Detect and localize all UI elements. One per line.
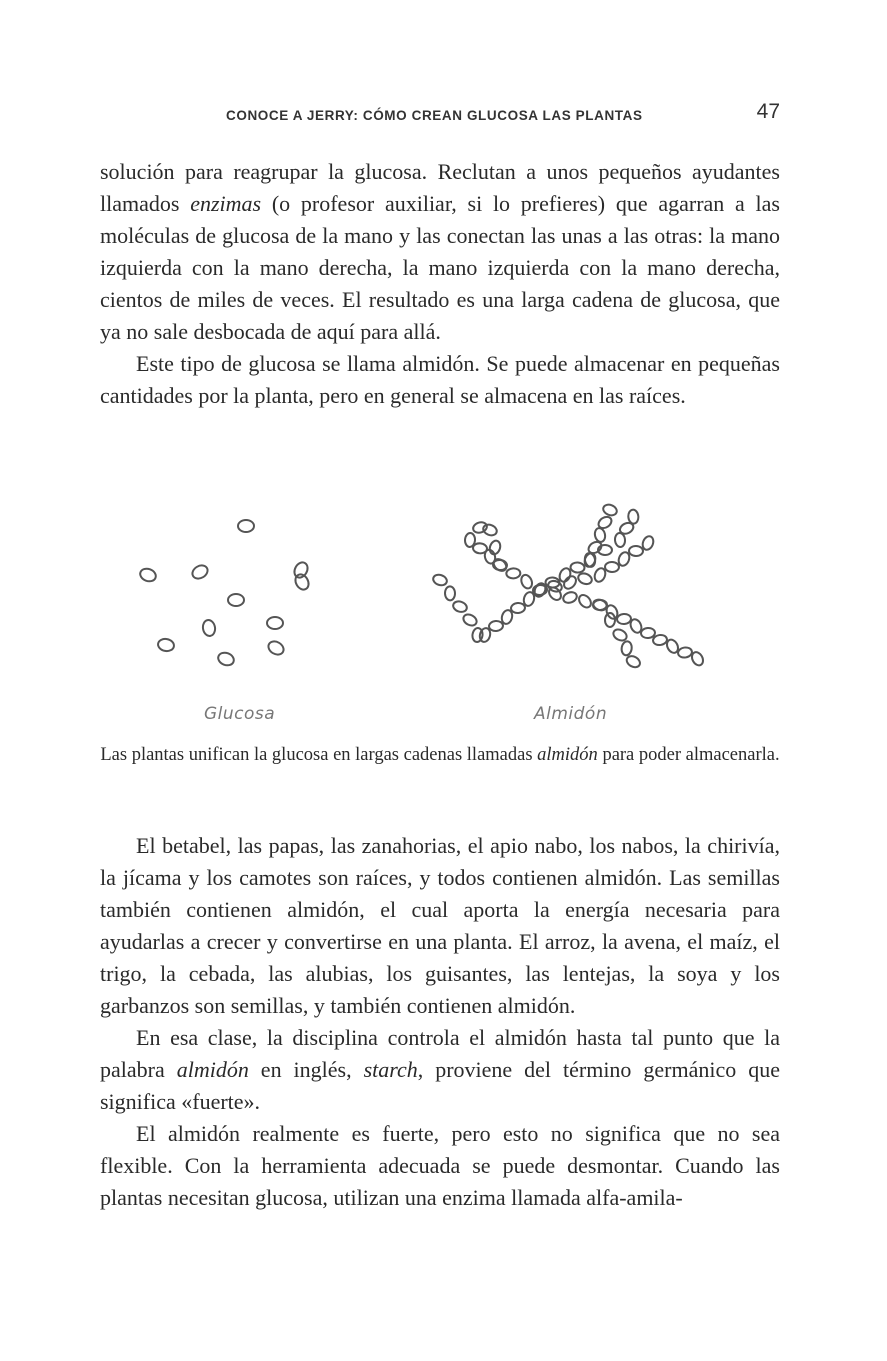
running-header	[0, 100, 887, 130]
term-enzimas: enzimas	[190, 191, 262, 216]
body-text-bottom	[100, 830, 780, 1214]
term-almidon: almidón	[176, 1057, 249, 1082]
glucose-starch-figure	[120, 470, 780, 735]
starch-unit	[511, 602, 526, 613]
starch-unit	[611, 627, 628, 642]
glucose-molecule	[238, 520, 254, 532]
starch-unit	[461, 612, 478, 627]
starch-unit	[465, 533, 476, 548]
starch-unit	[452, 600, 468, 614]
starch-unit	[432, 573, 448, 587]
starch-unit	[621, 641, 633, 656]
starch-unit	[605, 562, 619, 572]
glucose-molecule	[266, 639, 286, 657]
glucose-molecule	[190, 563, 210, 581]
paragraph-4: En esa clase, la disciplina controla el almidón hasta tal punto que la palabra almidón en inglés, starch, proviene del término germánico que significa «fuerte».	[100, 1025, 780, 1114]
starch-unit	[445, 586, 455, 600]
label-glucose: Glucosa	[204, 704, 276, 724]
glucose-molecule	[267, 617, 283, 629]
paragraph-1: solución para reagrupar la glucosa. Reclutan a unos pequeños ayudantes llamados enzimas (o profesor auxiliar, si lo prefieres) que agarran a las moléculas de glucosa de la mano y las conectan las unas a las otras: la mano izquierda con la mano derecha, la mano izquierda con la mano derecha, cientos de miles de veces. El resultado es una larga cadena de glucosa, que ya no sale desbocada de aquí para allá.	[100, 159, 780, 344]
starch-unit	[605, 613, 615, 627]
starch-unit	[577, 593, 594, 610]
running-title: CONOCE A JERRY: CÓMO CREAN GLUCOSA LAS PLANTAS	[226, 108, 643, 123]
starch-unit	[570, 562, 585, 573]
paragraph-5: El almidón realmente es fuerte, pero esto no significa que no sea flexible. Con la herramienta adecuada se puede desmontar. Cuando las plantas necesitan glucosa, utilizan una enzima llamada alfa-amila-	[100, 1121, 780, 1210]
glucose-molecule	[292, 560, 310, 580]
figure-caption: Las plantas unifican la glucosa en largas cadenas llamadas almidón para poder almacenarla.	[100, 745, 780, 765]
glucose-molecule	[228, 594, 244, 606]
caption-term-almidon: almidón	[537, 745, 598, 765]
starch-unit	[677, 647, 692, 659]
label-starch: Almidón	[534, 704, 608, 724]
glucose-molecule	[138, 567, 157, 584]
page-number: 47	[756, 100, 780, 123]
starch-unit	[641, 627, 656, 638]
starch-unit	[519, 573, 534, 590]
paragraph-2: Este tipo de glucosa se llama almidón. Se puede almacenar en pequeñas cantidades por la planta, pero en general se almacena en las raíces.	[100, 351, 780, 408]
glucose-molecule	[157, 638, 175, 653]
paragraph-3: El betabel, las papas, las zanahorias, el apio nabo, los nabos, la chirivía, la jícama y los camotes son raíces, y todos contienen almidón. Las semillas también contienen almidón, el cual aporta la energía necesaria para ayudarlas a crecer y convertirse en una planta. El arroz, la avena, el maíz, el trigo, la cebada, las alubias, los guisantes, las lentejas, la soya y los garbanzos son semillas, y también contienen almidón.	[100, 833, 780, 1018]
starch-unit	[628, 509, 639, 524]
starch-unit	[506, 568, 521, 579]
starch-unit	[577, 572, 594, 586]
starch-unit	[614, 533, 625, 548]
starch-unit	[489, 620, 504, 631]
body-text-top	[100, 156, 780, 412]
starch-unit	[629, 546, 643, 556]
glucose-molecule	[202, 619, 217, 637]
starch-unit	[625, 654, 642, 669]
starch-unit	[594, 527, 607, 543]
starch-unit	[617, 613, 632, 624]
term-starch: starch	[363, 1057, 418, 1082]
starch-unit	[602, 503, 619, 517]
glucose-molecule	[216, 651, 235, 668]
figure-illustration	[120, 470, 780, 700]
starch-unit	[562, 590, 579, 604]
